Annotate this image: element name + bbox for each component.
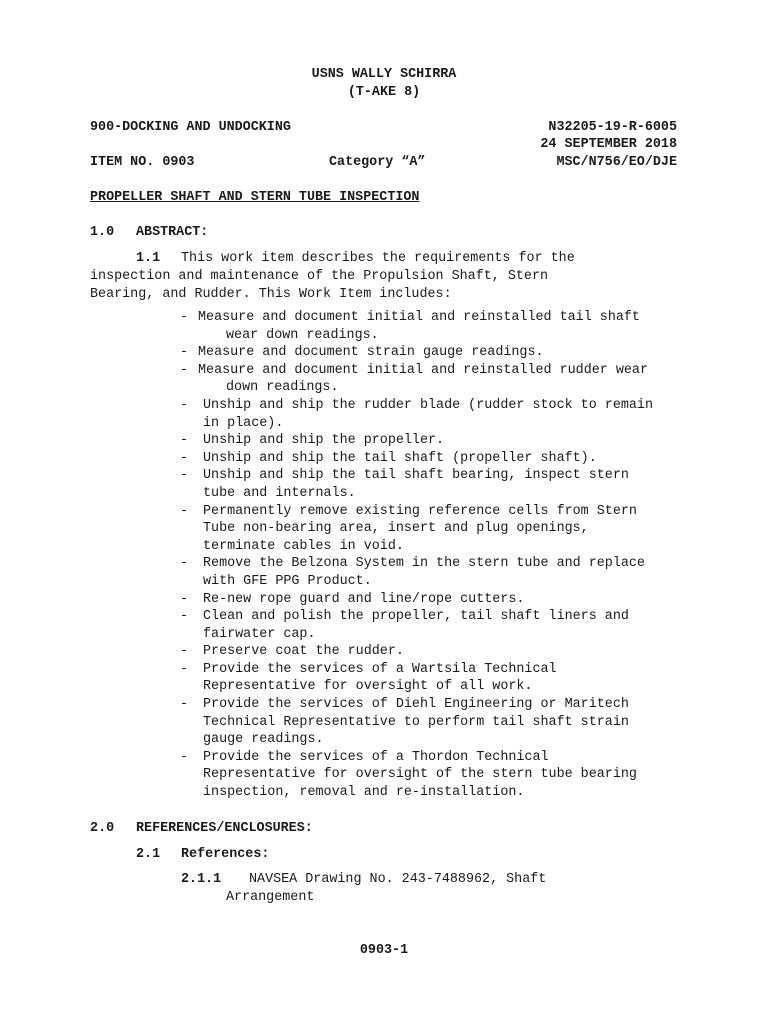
references-subheading-number: 2.1: [136, 847, 161, 862]
document-date: 24 SEPTEMBER 2018: [540, 137, 677, 152]
list-item: - Permanently remove existing reference cells from Stern Tube non-bearing area, insert and plug openings, terminate cables in void.: [180, 503, 637, 554]
section-title: 900-DOCKING AND UNDOCKING: [90, 120, 291, 135]
list-item: - Re-new rope guard and line/rope cutters.: [180, 591, 525, 607]
hull-number: (T-AKE 8): [347, 85, 421, 100]
list-item: - Provide the services of Diehl Engineering or Maritech Technical Representative to perform tail shaft strain gauge readings.: [180, 697, 629, 748]
list-item: - Unship and ship the propeller.: [180, 433, 445, 449]
list-item: - Remove the Belzona System in the stern tube and replace with GFE PPG Product.: [180, 556, 645, 589]
list-item: - Clean and polish the propeller, tail shaft liners and fairwater cap.: [180, 609, 629, 642]
list-item: - Measure and document initial and reinstalled rudder wear down readings.: [180, 362, 648, 396]
list-item: - Preserve coat the rudder.: [180, 644, 404, 660]
references-heading: REFERENCES/ENCLOSURES:: [136, 821, 313, 836]
item-number: ITEM NO. 0903: [90, 155, 195, 170]
page-number: 0903-1: [359, 943, 409, 958]
reference-number: 2.1.1: [181, 872, 222, 887]
abstract-heading-number: 1.0: [90, 225, 115, 240]
list-item: - Provide the services of a Wartsila Technical Representative for oversight of all work.: [180, 661, 557, 695]
abstract-paragraph-line: This work item describes the requirements for the: [181, 251, 575, 266]
list-item: - Unship and ship the tail shaft (propeller shaft).: [180, 450, 597, 466]
reference-text: Arrangement: [226, 890, 315, 905]
work-items-list: [180, 309, 660, 802]
abstract-paragraph-line: inspection and maintenance of the Propulsion Shaft, Stern: [90, 269, 549, 284]
abstract-paragraph-number: 1.1: [136, 251, 161, 266]
ship-name: USNS WALLY SCHIRRA: [311, 67, 457, 82]
list-item: - Measure and document strain gauge readings.: [180, 345, 544, 361]
list-item: - Measure and document initial and reinstalled tail shaft wear down readings.: [180, 310, 640, 343]
reference-text: NAVSEA Drawing No. 243-7488962, Shaft: [249, 872, 547, 887]
office-code: MSC/N756/EO/DJE: [556, 155, 677, 170]
references-heading-number: 2.0: [90, 821, 115, 836]
abstract-heading: ABSTRACT:: [136, 225, 209, 240]
list-item: - Unship and ship the tail shaft bearing, inspect stern tube and internals.: [180, 468, 629, 501]
category: Category “A”: [329, 155, 426, 170]
document-number: N32205-19-R-6005: [548, 120, 677, 135]
list-item: - Provide the services of a Thordon Technical Representative for oversight of the stern tube bearing inspection, removal and re-installation.: [180, 749, 637, 801]
list-item: - Unship and ship the rudder blade (rudder stock to remain in place).: [180, 397, 653, 431]
references-subheading: References:: [181, 847, 270, 862]
abstract-paragraph-line: Bearing, and Rudder. This Work Item includes:: [90, 287, 452, 302]
document-title: PROPELLER SHAFT AND STERN TUBE INSPECTION: [90, 190, 420, 205]
